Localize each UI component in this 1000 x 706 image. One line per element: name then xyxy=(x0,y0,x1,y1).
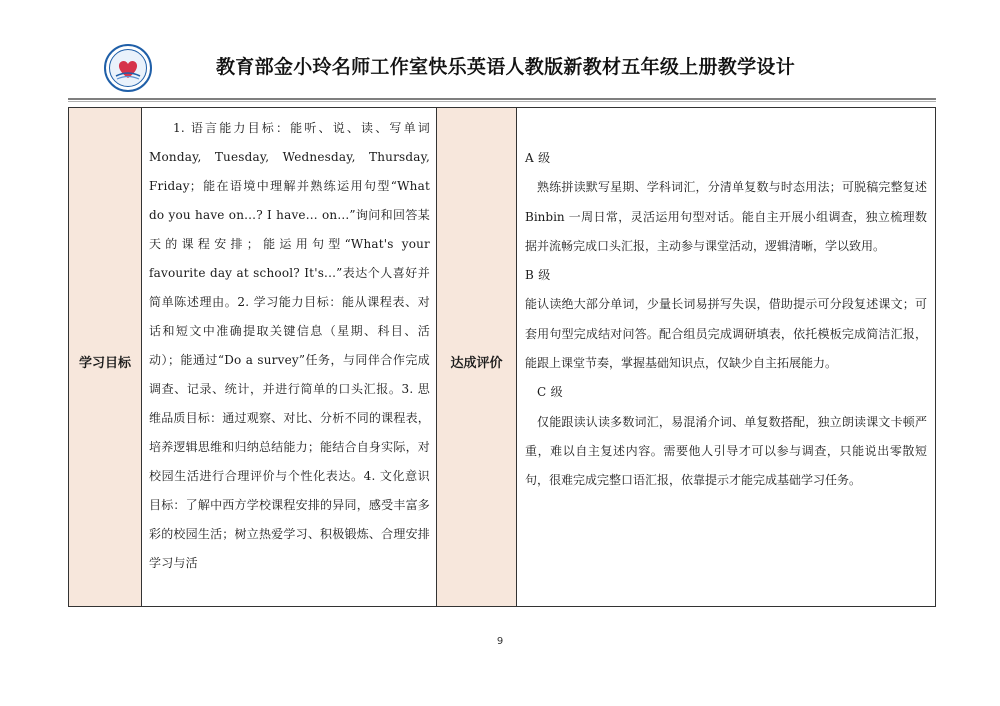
learning-goals-label-cell xyxy=(69,108,142,606)
learning-goals-text: 1. 语言能力目标：能听、说、读、写单词 Monday, Tuesday, Wednesday, Thursday, Friday；能在语境中理解并熟练运用句型“What do you have on...? I have... on...”询问和回答某天的课程安排；能运用句型“What's your favourite day at school? It's...”表达个人喜好并简单陈述理由。2. 学习能力目标：能从课程表、对话和短文中准确提取关键信息（星期、科目、活动）；能通过“Do a survey”任务，与同伴合作完成调查、记录、统计，并进行简单的口头汇报。3. 思维品质目标：通过观察、对比、分析不同的课程表，培养逻辑思维和归纳总结能力；能结合自身实际，对校园生活进行合理评价与个性化表达。4. 文化意识目标：了解中西方学校课程安排的异同，感受丰富多彩的校园生活；树立热爱学习、积极锻炼、合理安排学习与活 xyxy=(149,121,430,570)
page-number: 9 xyxy=(496,636,504,647)
learning-goals-label: 学习目标 xyxy=(78,356,131,371)
level-a-name: A 级 xyxy=(525,151,551,165)
header-rule xyxy=(68,98,936,100)
assessment-label-cell xyxy=(437,108,517,606)
level-b-name: B 级 xyxy=(525,268,551,283)
level-c-name: C 级 xyxy=(537,385,563,400)
level-c-text: 仅能跟读认读多数词汇，易混淆介词、单复数搭配，独立朗读课文卡顿严重，难以自主复述内容。需要他人引导才可以参与调查，只能说出零散短句，很难完成完整口语汇报，依靠提示才能完成基础学习任务。 xyxy=(525,414,927,488)
learning-goals-content-cell xyxy=(142,108,437,606)
level-a-text: 熟练拼读默写星期、学科词汇，分清单复数与时态用法；可脱稿完整复述 Binbin 一周日常，灵活运用句型对话。能自主开展小组调查，独立梳理数据并流畅完成口头汇报，主动参与课堂活动，逻辑清晰，学以致用。 xyxy=(525,180,927,253)
studio-logo xyxy=(104,44,152,92)
header-rule-thin xyxy=(68,101,936,102)
level-b-text: 能认读绝大部分单词，少量长词易拼写失误，借助提示可分段复述课文；可套用句型完成结对问答。配合组员完成调研填表，依托模板完成简洁汇报，能跟上课堂节奏，掌握基础知识点，仅缺少自主拓展能力。 xyxy=(525,297,927,371)
lesson-design-table xyxy=(68,107,936,607)
assessment-label: 达成评价 xyxy=(450,356,503,371)
assessment-levels xyxy=(517,108,935,496)
assessment-content-cell xyxy=(517,108,935,606)
document-title: 教育部金小玲名师工作室快乐英语人教版新教材五年级上册教学设计 xyxy=(216,56,796,78)
